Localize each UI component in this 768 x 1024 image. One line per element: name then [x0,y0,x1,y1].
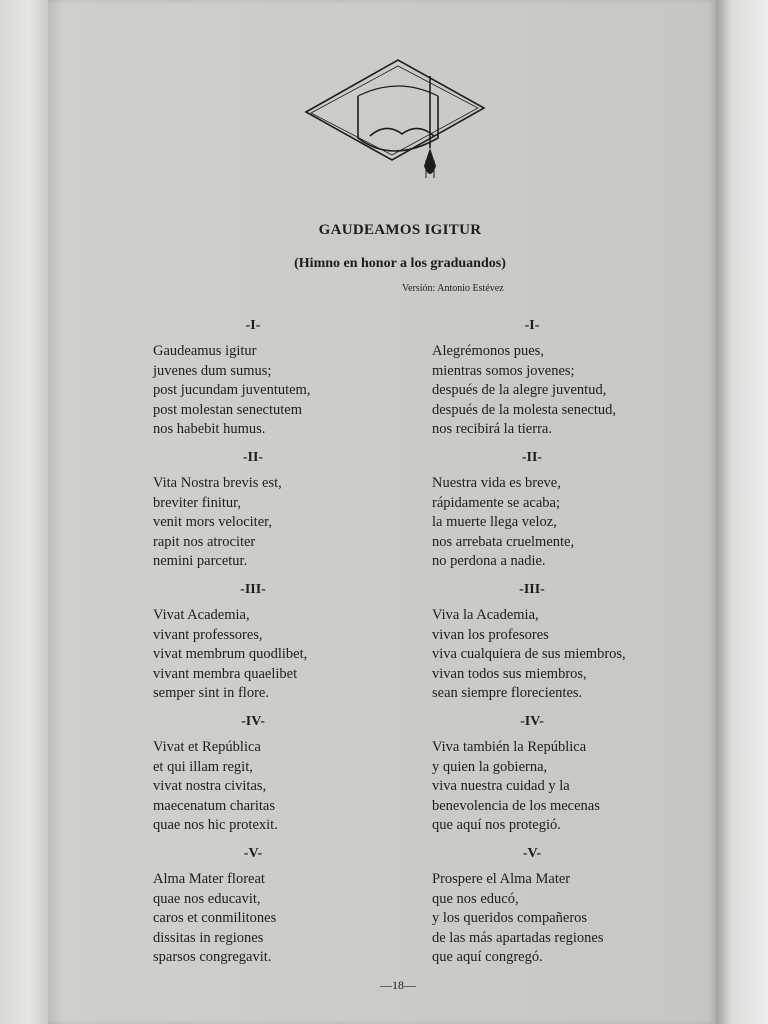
verse-line: Vivat Academia, [153,607,250,623]
hymn-subtitle: (Himno en honor a los graduandos) [294,256,506,271]
hymn-title: GAUDEAMOS IGITUR [318,222,482,238]
verse-line: vivan todos sus miembros, [432,665,587,682]
verse-line: dissitas in regiones [153,929,264,946]
verse-line: vivat nostra civitas, [153,778,267,795]
verse-line: et qui illam regit, [153,758,253,775]
verse-line: después de la alegre juventud, [432,382,607,399]
verse-line: Prospere el Alma Mater [432,871,571,887]
latin-stanza-3 [153,582,403,714]
verse-line: que nos educó, [432,890,519,907]
spanish-stanza-2 [432,450,672,582]
verse-line: viva nuestra cuidad y la [432,778,570,795]
stanza-number: -I- [524,318,540,333]
spanish-stanza-4 [432,714,672,846]
verse-line: post molestan senectutem [153,401,302,418]
verse-line: no perdona a nadie. [432,553,546,570]
verse-line: mientras somos jovenes; [432,362,575,379]
stanza-number: -II- [242,450,264,465]
spanish-stanza-1 [432,318,672,450]
verse-line: Viva también la República [432,739,587,755]
page-number: —18— [380,978,416,992]
spanish-stanza-3 [432,582,672,714]
verse-line: rápidamente se acaba; [432,494,561,511]
verse-line: quae nos educavit, [153,890,261,907]
verse-line: quae nos hic protexit. [153,817,278,834]
verse-line: vivat membrum quodlibet, [153,646,308,663]
verse-line: vivant professores, [153,626,263,643]
verse-line: benevolencia de los mecenas [432,797,600,814]
graduation-cap-icon [302,56,488,186]
verse-line: que aquí congregó. [432,949,543,966]
verse-line: nos habebit humus. [153,421,266,438]
verse-line: Nuestra vida es breve, [432,475,561,491]
verse-line: y quien la gobierna, [432,758,548,775]
verse-line: sean siempre florecientes. [432,685,583,702]
stanza-number: -IV- [520,714,544,729]
verse-line: sparsos congregavit. [153,949,272,966]
verse-line: Gaudeamus igitur [153,343,257,359]
verse-line: caros et conmilitones [153,910,277,927]
latin-stanza-5 [153,846,403,978]
verse-line: semper sint in flore. [153,685,269,702]
spanish-column [432,318,672,978]
verse-line: rapit nos atrociter [153,533,256,550]
verse-line: viva cualquiera de sus miembros, [432,646,626,663]
stanza-number: -III- [519,582,545,597]
verse-line: vivant membra quaelibet [153,665,298,682]
verse-line: después de la molesta senectud, [432,401,617,418]
verse-line: de las más apartadas regiones [432,929,604,946]
latin-column [153,318,403,978]
verse-line: juvenes dum sumus; [153,362,272,379]
left-page-edge [0,0,48,1024]
stanza-number: -IV- [241,714,265,729]
verse-line: post jucundam juventutem, [153,382,311,399]
verse-line: nemini parcetur. [153,553,248,570]
verse-line: maecenatum charitas [153,797,275,814]
stanza-number: -III- [240,582,266,597]
verse-line: Vivat et República [153,739,261,755]
verse-line: Alegrémonos pues, [432,343,544,359]
stanza-number: -V- [243,846,263,861]
verse-line: vivan los profesores [432,626,549,643]
verse-line: Viva la Academia, [432,607,539,623]
verse-line: la muerte llega veloz, [432,514,557,531]
stanza-number: -I- [245,318,261,333]
stanza-number: -II- [521,450,543,465]
verse-line: Alma Mater floreat [153,871,265,887]
latin-stanza-1 [153,318,403,450]
version-credit: Versión: Antonio Estévez [402,283,504,294]
latin-stanza-2 [153,450,403,582]
verse-line: y los queridos compañeros [432,910,588,927]
verse-line: venit mors velociter, [153,514,273,531]
right-page-edge [716,0,768,1024]
latin-stanza-4 [153,714,403,846]
spanish-stanza-5 [432,846,672,978]
verse-line: nos arrebata cruelmente, [432,533,575,550]
verse-line: breviter finitur, [153,494,241,511]
stanza-number: -V- [522,846,542,861]
verse-line: nos recibirá la tierra. [432,421,552,438]
verse-line: que aquí nos protegió. [432,817,561,834]
verse-line: Vita Nostra brevis est, [153,475,282,491]
